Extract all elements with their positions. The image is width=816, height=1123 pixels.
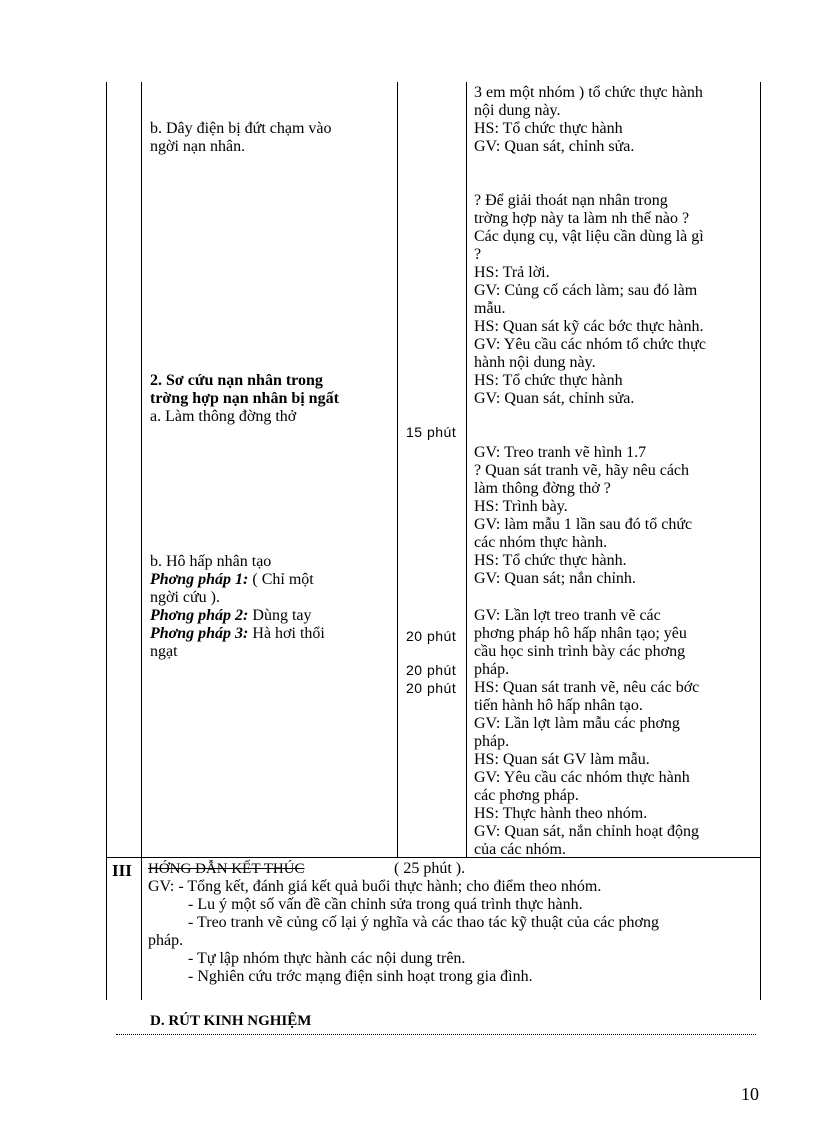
- item-b-heading: b. Hô hấp nhân tạo: [150, 553, 272, 570]
- method-1: [150, 571, 390, 607]
- left-block-b: b. Dây điện bị đứt chạm vào ngời nạn nhân.: [150, 120, 332, 155]
- section-3-heading: HỚNG DẪN KẾT THÚC: [148, 861, 305, 877]
- section-3-line-6: - Nghiên cứu trớc mạng điện sinh hoạt trong gia đình.: [188, 968, 533, 985]
- table-border-number-col: [141, 82, 142, 1000]
- method-1-label: Phơng pháp 1:: [150, 571, 249, 588]
- section-3-line-3: - Treo tranh vẽ củng cố lại ý nghĩa và các thao tác kỹ thuật của các phơng: [188, 914, 659, 931]
- method-3-label: Phơng pháp 3:: [150, 625, 249, 642]
- section-2-title: 2. Sơ cứu nạn nhân trong trờng hợp nạn nhân bị ngất: [150, 372, 339, 407]
- section-3-duration: ( 25 phút ).: [394, 860, 466, 877]
- section-3-line-1: GV: - Tổng kết, đánh giá kết quả buổi thực hành; cho điểm theo nhóm.: [148, 878, 602, 895]
- method-2-label: Phơng pháp 2:: [150, 607, 249, 624]
- page-number: 10: [741, 1084, 759, 1104]
- activity-block-4: GV: Lần lợt treo tranh vẽ các phơng pháp hô hấp nhân tạo; yêu cầu học sinh trình bày các phơng pháp. HS: Quan sát tranh vẽ, nêu các bớc tiến hành hô hấp nhân tạo. GV: Lần lợt làm mẫu các phơng pháp. HS: Quan sát GV làm mẫu. GV: Yêu cầu các nhóm thực hành các phơng pháp. HS: Thực hành theo nhóm. GV: Quan sát, nắn chỉnh hoạt động của các nhóm.: [474, 607, 700, 858]
- activity-block-2: ? Để giải thoát nạn nhân trong trờng hợp này ta làm nh thế nào ? Các dụng cụ, vật liệu cần dùng là gì ? HS: Trả lời. GV: Củng cố cách làm; sau đó làm mẫu. HS: Quan sát kỹ các bớc thực hành. GV: Yêu cầu các nhóm tổ chức thực hành nội dung này. HS: Tổ chức thực hành GV: Quan sát, chỉnh sửa.: [474, 192, 706, 407]
- dotted-line: [116, 1034, 756, 1035]
- activity-block-1: 3 em một nhóm ) tổ chức thực hành nội dung này. HS: Tổ chức thực hành GV: Quan sát, chỉnh sửa.: [474, 84, 703, 155]
- method-1-text: ( Chỉ một: [252, 571, 314, 588]
- method-1-cont: ngời cứu ).: [150, 589, 221, 606]
- method-3: [150, 625, 390, 661]
- item-a-heading: a. Làm thông đờng thở: [150, 408, 297, 425]
- time-20-c: 20 phút: [406, 680, 457, 696]
- section-3-numeral: III: [112, 861, 132, 880]
- section-d-title: D. RÚT KINH NGHIỆM: [150, 1013, 312, 1029]
- method-2: [150, 607, 312, 625]
- section-3-line-4: pháp.: [148, 932, 184, 949]
- activity-block-3: GV: Treo tranh vẽ hình 1.7 ? Quan sát tranh vẽ, hãy nêu cách làm thông đờng thở ? HS: Trình bày. GV: làm mẫu 1 lần sau đó tổ chức các nhóm thực hành. HS: Tổ chức thực hành. GV: Quan sát; nắn chỉnh.: [474, 444, 693, 587]
- table-border-right: [760, 82, 761, 1000]
- table-border-time-col: [466, 82, 467, 857]
- section-3-line-5: - Tự lập nhóm thực hành các nội dung trên.: [188, 950, 466, 967]
- time-20-a: 20 phút: [406, 628, 457, 644]
- time-20-b: 20 phút: [406, 662, 457, 678]
- method-3-cont: ngạt: [150, 643, 178, 660]
- table-border-left: [106, 82, 107, 1000]
- time-15: 15 phút: [406, 424, 457, 440]
- method-2-text: Dùng tay: [252, 607, 312, 624]
- section-3-line-2: - Lu ý một số vấn đề cần chỉnh sửa trong quá trình thực hành.: [188, 896, 583, 913]
- method-3-text: Hà hơi thổi: [252, 625, 325, 642]
- table-border-content-col: [397, 82, 398, 857]
